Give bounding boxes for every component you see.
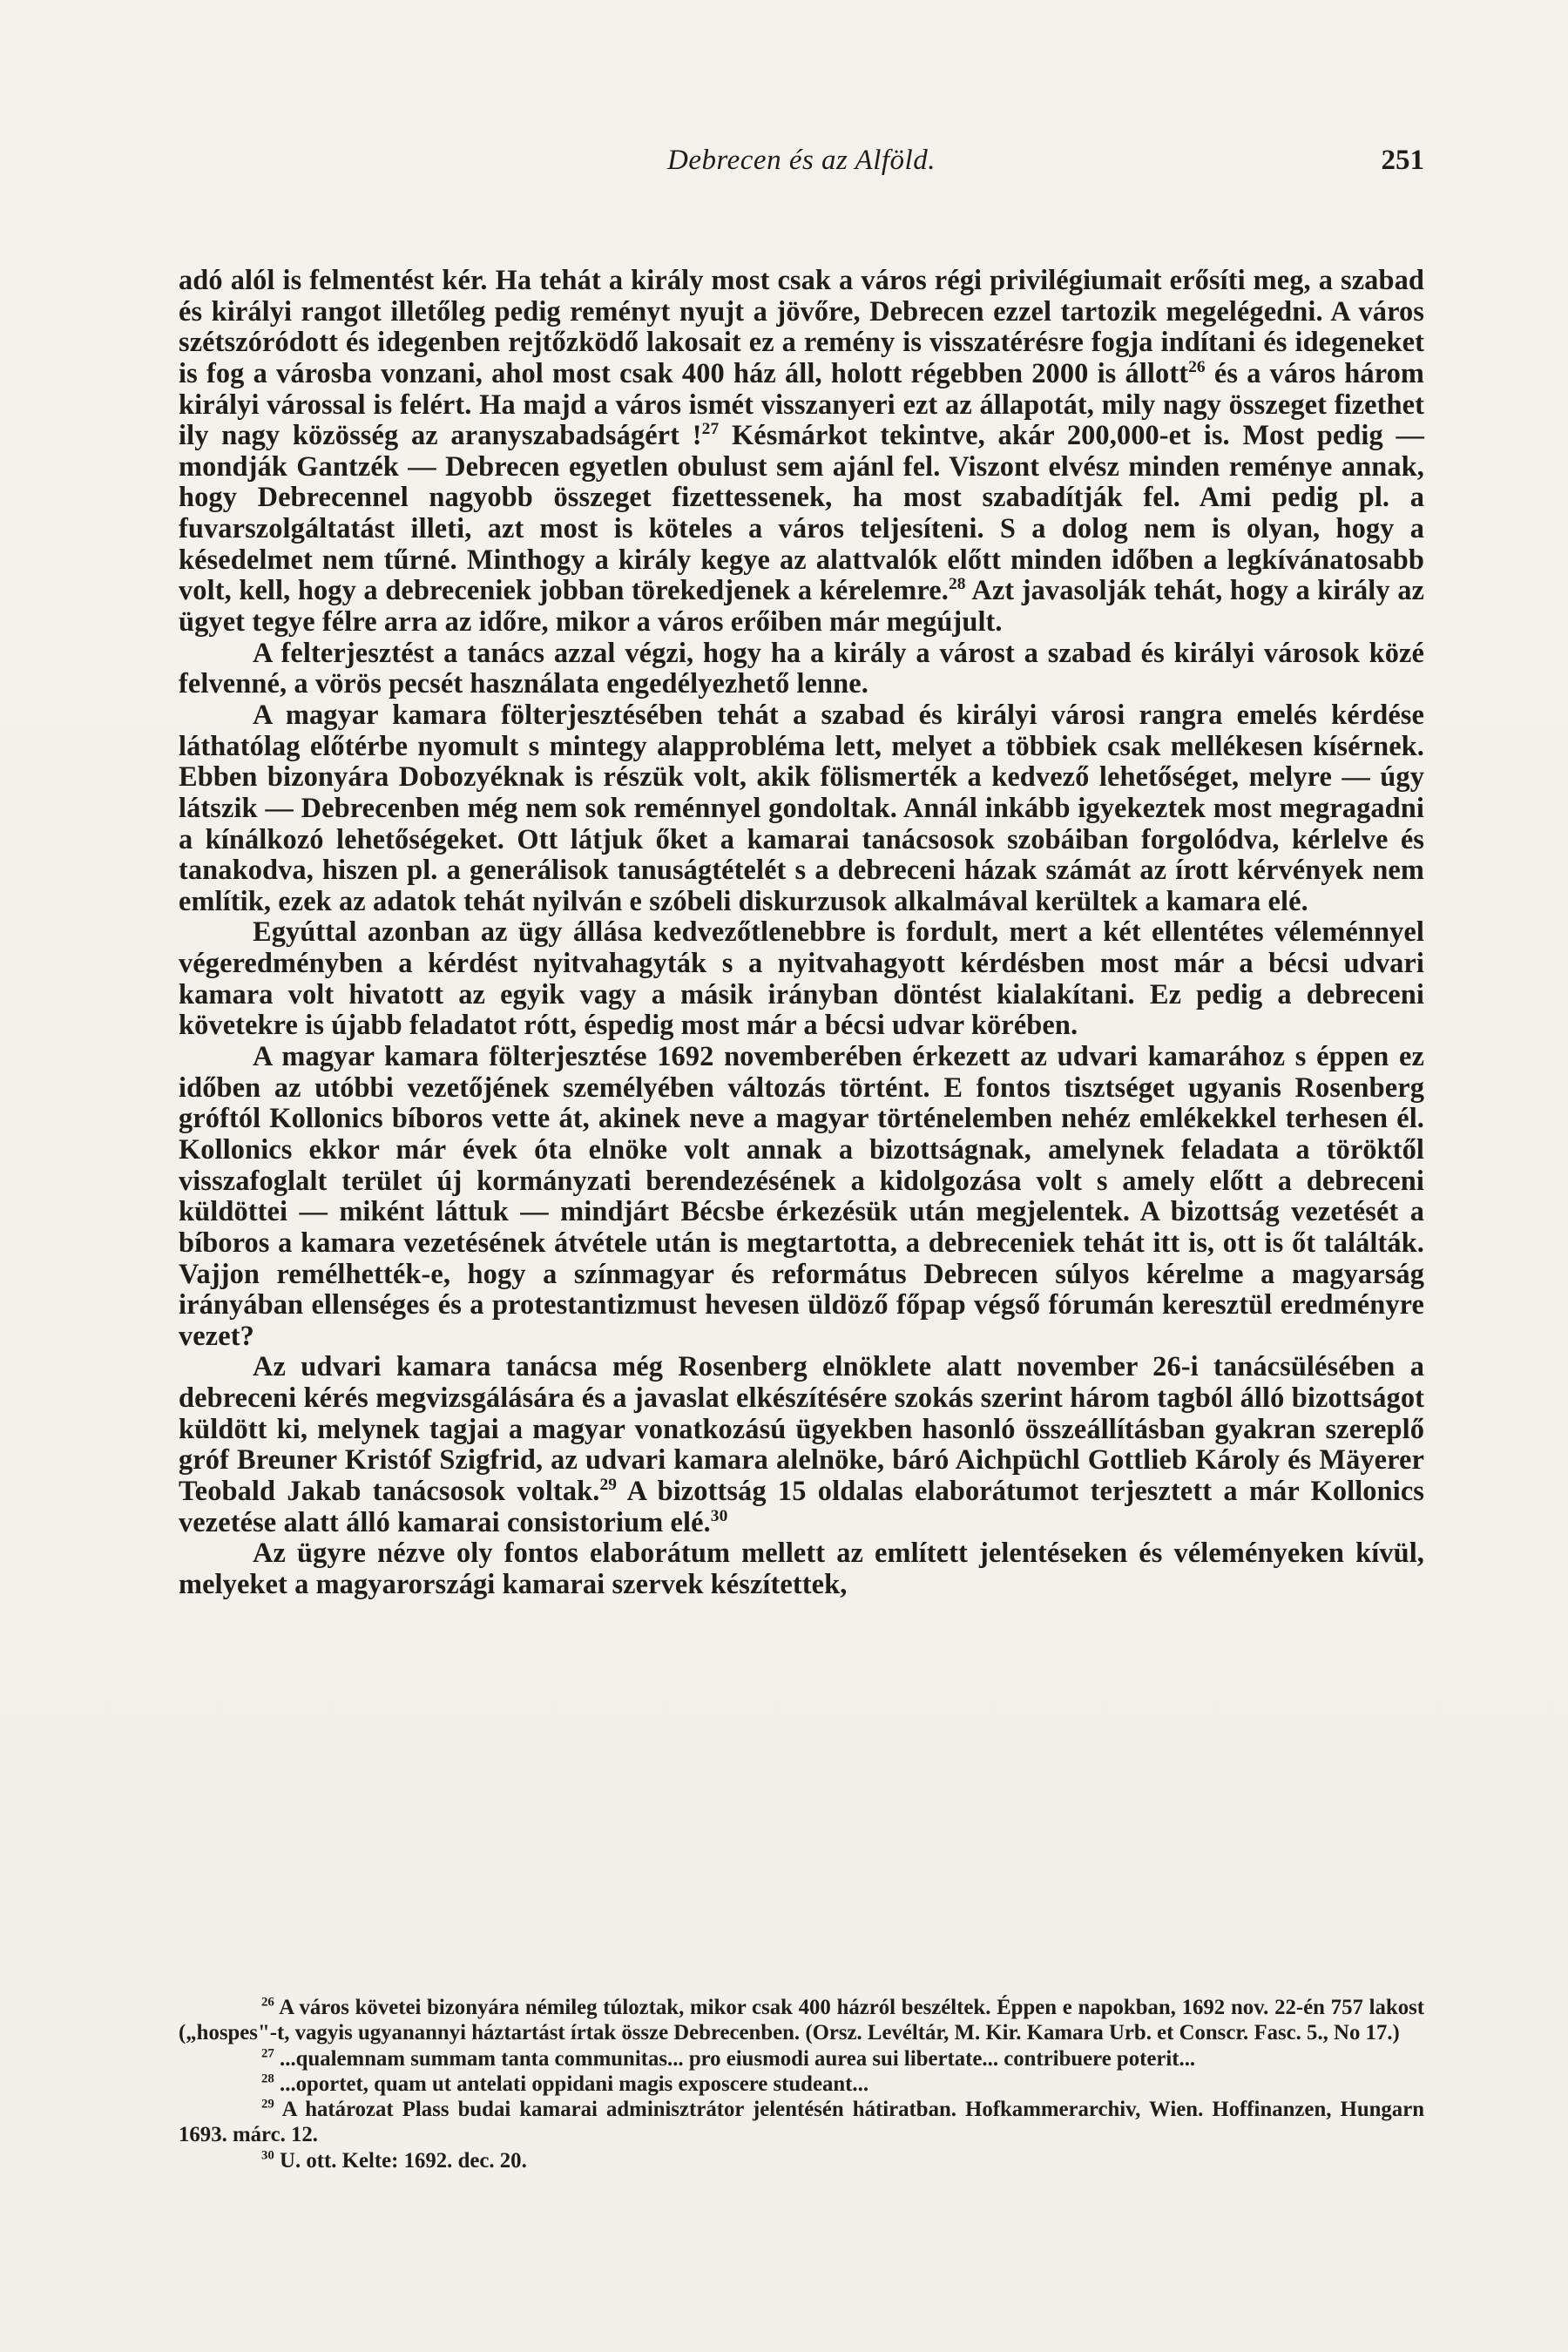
paragraph-6 — [179, 1352, 1424, 1538]
footnote-number: 26 — [261, 1995, 274, 2010]
footnote-text: ...qualemnam summam tanta communitas... pro eiusmodi aurea sui libertate... contribuere poterit... — [274, 2046, 1196, 2071]
footnote-ref-30: 30 — [710, 1506, 728, 1525]
paragraph-text: adó alól is felmentést kér. Ha tehát a király most csak a város régi privilégiumait erősíti meg, a szabad és királyi rangot illetőleg pedig reményt nyujt a jövőre, Debrecen ezzel tartozik megelégedni. A város szétszóródott és idegenben rejtőzködő lakosait ez a remény is visszatérésre fogja indítani és idegeneket is fog a városba vonzani, ahol most csak 400 ház áll, holott régebben 2000 is állott — [179, 265, 1424, 389]
footnote-ref-29: 29 — [599, 1476, 618, 1495]
footnote-number: 27 — [261, 2046, 274, 2061]
paragraph-text: és a város három királyi várossal is felért. Ha majd a város ismét visszanyeri ezt az állapotát, mily nagy összeget fizethet ily nagy közösség az aranyszabadságért ! — [179, 357, 1424, 452]
footnote-number: 30 — [261, 2148, 274, 2163]
footnote-ref-27: 27 — [701, 420, 720, 439]
page-header — [179, 145, 1424, 197]
footnote-ref-26: 26 — [1188, 358, 1206, 377]
footnote-text: U. ott. Kelte: 1692. dec. 20. — [274, 2148, 527, 2173]
paragraph-text: Késmárkot tekintve, akár 200,000-et is. Most pedig — mondják Gantzék — Debrecen egyetlen obulust sem ajánl fel. Viszont elvész minden reménye annak, hogy Debrecennel nagyobb összeget fizettessenek, ha most szabadítják fel. Ami pedig pl. a fuvarszolgáltatást illeti, azt most is köteles a város teljesíteni. S a dolog nem is olyan, hogy a késedelmet nem tűrné. Minthogy a király kegye az alattvalók előtt minden időben a legkívánatosabb volt, kell, hogy a debreceniek jobban törekedjenek a kérelemre. — [179, 420, 1424, 607]
paragraph-text: A bizottság 15 oldalas elaborátumot terjesztett a már Kollonics vezetése alatt álló kamarai consistorium elé. — [179, 1475, 1425, 1538]
paragraph-2: A felterjesztést a tanács azzal végzi, hogy ha a király a várost a szabad és királyi városok közé felvenné, a vörös pecsét használata engedélyezhető lenne. — [179, 637, 1424, 700]
footnote-number: 28 — [261, 2072, 274, 2086]
footnote-26 — [179, 1995, 1424, 2046]
paragraph-4: Egyúttal azonban az ügy állása kedvezőtlenebbre is fordult, mert a két ellentétes véleménnyel végeredményben a kérdést nyitvahagyták s a nyitvahagyott kérdésben most már a bécsi udvari kamara volt hivatott az egyik vagy a másik irányban döntést kialakítani. Ez pedig a debreceni követekre is újabb feladatot rótt, éspedig most már a bécsi udvar körében. — [179, 916, 1424, 1042]
paragraph-text: Azt javasolják tehát, hogy a király az ügyet tegye félre arra az időre, mikor a város erőiben már megújult. — [179, 575, 1424, 639]
footnote-29 — [179, 2097, 1424, 2148]
footnote-text: ...oportet, quam ut antelati oppidani magis exposcere studeant... — [274, 2072, 869, 2096]
paragraph-text: Az udvari kamara tanácsa még Rosenberg elnöklete alatt november 26-i tanácsülésében a debreceni kérés megvizsgálására és a javaslat elkészítésére szokás szerint három tagból álló bizottságot küldött ki, melynek tagjai a magyar vonatkozású ügyekben hasonló összeállításban gyakran szereplő gróf Breuner Kristóf Szigfrid, az udvari kamara alelnöke, báró Aichpüchl Gottlieb Károly és Mäyerer Teobald Jakab tanácsosok voltak. — [179, 1351, 1424, 1507]
page-number: 251 — [1381, 145, 1424, 176]
footnote-text: A határozat Plass budai kamarai adminisztrátor jelentésén hátiratban. Hofkammerarchiv, Wien. Hoffinanzen, Hungarn 1693. márc. 12. — [179, 2098, 1424, 2147]
paragraph-5: A magyar kamara fölterjesztése 1692 novemberében érkezett az udvari kamarához s éppen ez időben az utóbbi vezetőjének személyében változás történt. E fontos tisztséget ugyanis Rosenberg gróftól Kollonics bíboros vette át, akinek neve a magyar történelemben nehéz emlékekkel terhesen él. Kollonics ekkor már évek óta elnöke volt annak a bizottságnak, amelynek feladata a töröktől visszafoglalt terület új kormányzati berendezésének a kidolgozása volt s amely előtt a debreceni küldöttei — miként láttuk — mindjárt Bécsbe érkezésük után megjelentek. A bizottság vezetését a bíboros a kamara vezetésének átvétele után is megtartotta, a debreceniek tehát itt is, ott is őt találták. Vajjon remélhették-e, hogy a színmagyar és református Debrecen súlyos kérelme a magyarság irányában ellenséges és a protestantizmust hevesen üldöző főpap végső fórumán keresztül eredményre vezet? — [179, 1041, 1424, 1352]
paragraph-1 — [179, 266, 1424, 639]
body-text — [179, 266, 1424, 1601]
footnotes — [179, 1995, 1424, 2173]
footnote-text: A város követei bizonyára némileg túloztak, mikor csak 400 házról beszéltek. Éppen e napokban, 1692 nov. 22-én 757 lakost („hospes"-t, vagyis ugyanannyi háztartást írtak össze Debrecenben. (Orsz. Levéltár, M. Kir. Kamara Urb. et Conscr. Fasc. 5., No 17.) — [179, 1996, 1424, 2045]
footnote-27 — [179, 2046, 1424, 2072]
footnote-28 — [179, 2072, 1424, 2097]
footnote-number: 29 — [261, 2097, 274, 2112]
footnote-30 — [179, 2148, 1424, 2173]
paragraph-3: A magyar kamara fölterjesztésében tehát a szabad és királyi városi rangra emelés kérdése láthatólag előtérbe nyomult s mintegy alapprobléma lett, melyet a többiek csak mellékesen kísérnek. Ebben bizonyára Dobozyéknak is részük volt, akik fölismerték a kedvező lehetőséget, melyre — úgy látszik — Debrecenben még nem sok reménnyel gondoltak. Annál inkább igyekeztek most megragadni a kínálkozó lehetőségeket. Ott látjuk őket a kamarai tanácsosok szobáiban forgolódva, kérlelve és tanakodva, hiszen pl. a generálisok tanuságtételét s a debreceni házak számát az írott kérvények nem említik, ezek az adatok tehát nyilván e szóbeli diskurzusok alkalmával kerültek a kamara elé. — [179, 699, 1424, 917]
running-title: Debrecen és az Alföld. — [667, 145, 936, 176]
paragraph-7: Az ügyre nézve oly fontos elaborátum mellett az említett jelentéseken és véleményeken kívül, melyeket a magyarországi kamarai szervek készítettek, — [179, 1538, 1424, 1600]
footnote-ref-28: 28 — [948, 575, 966, 594]
